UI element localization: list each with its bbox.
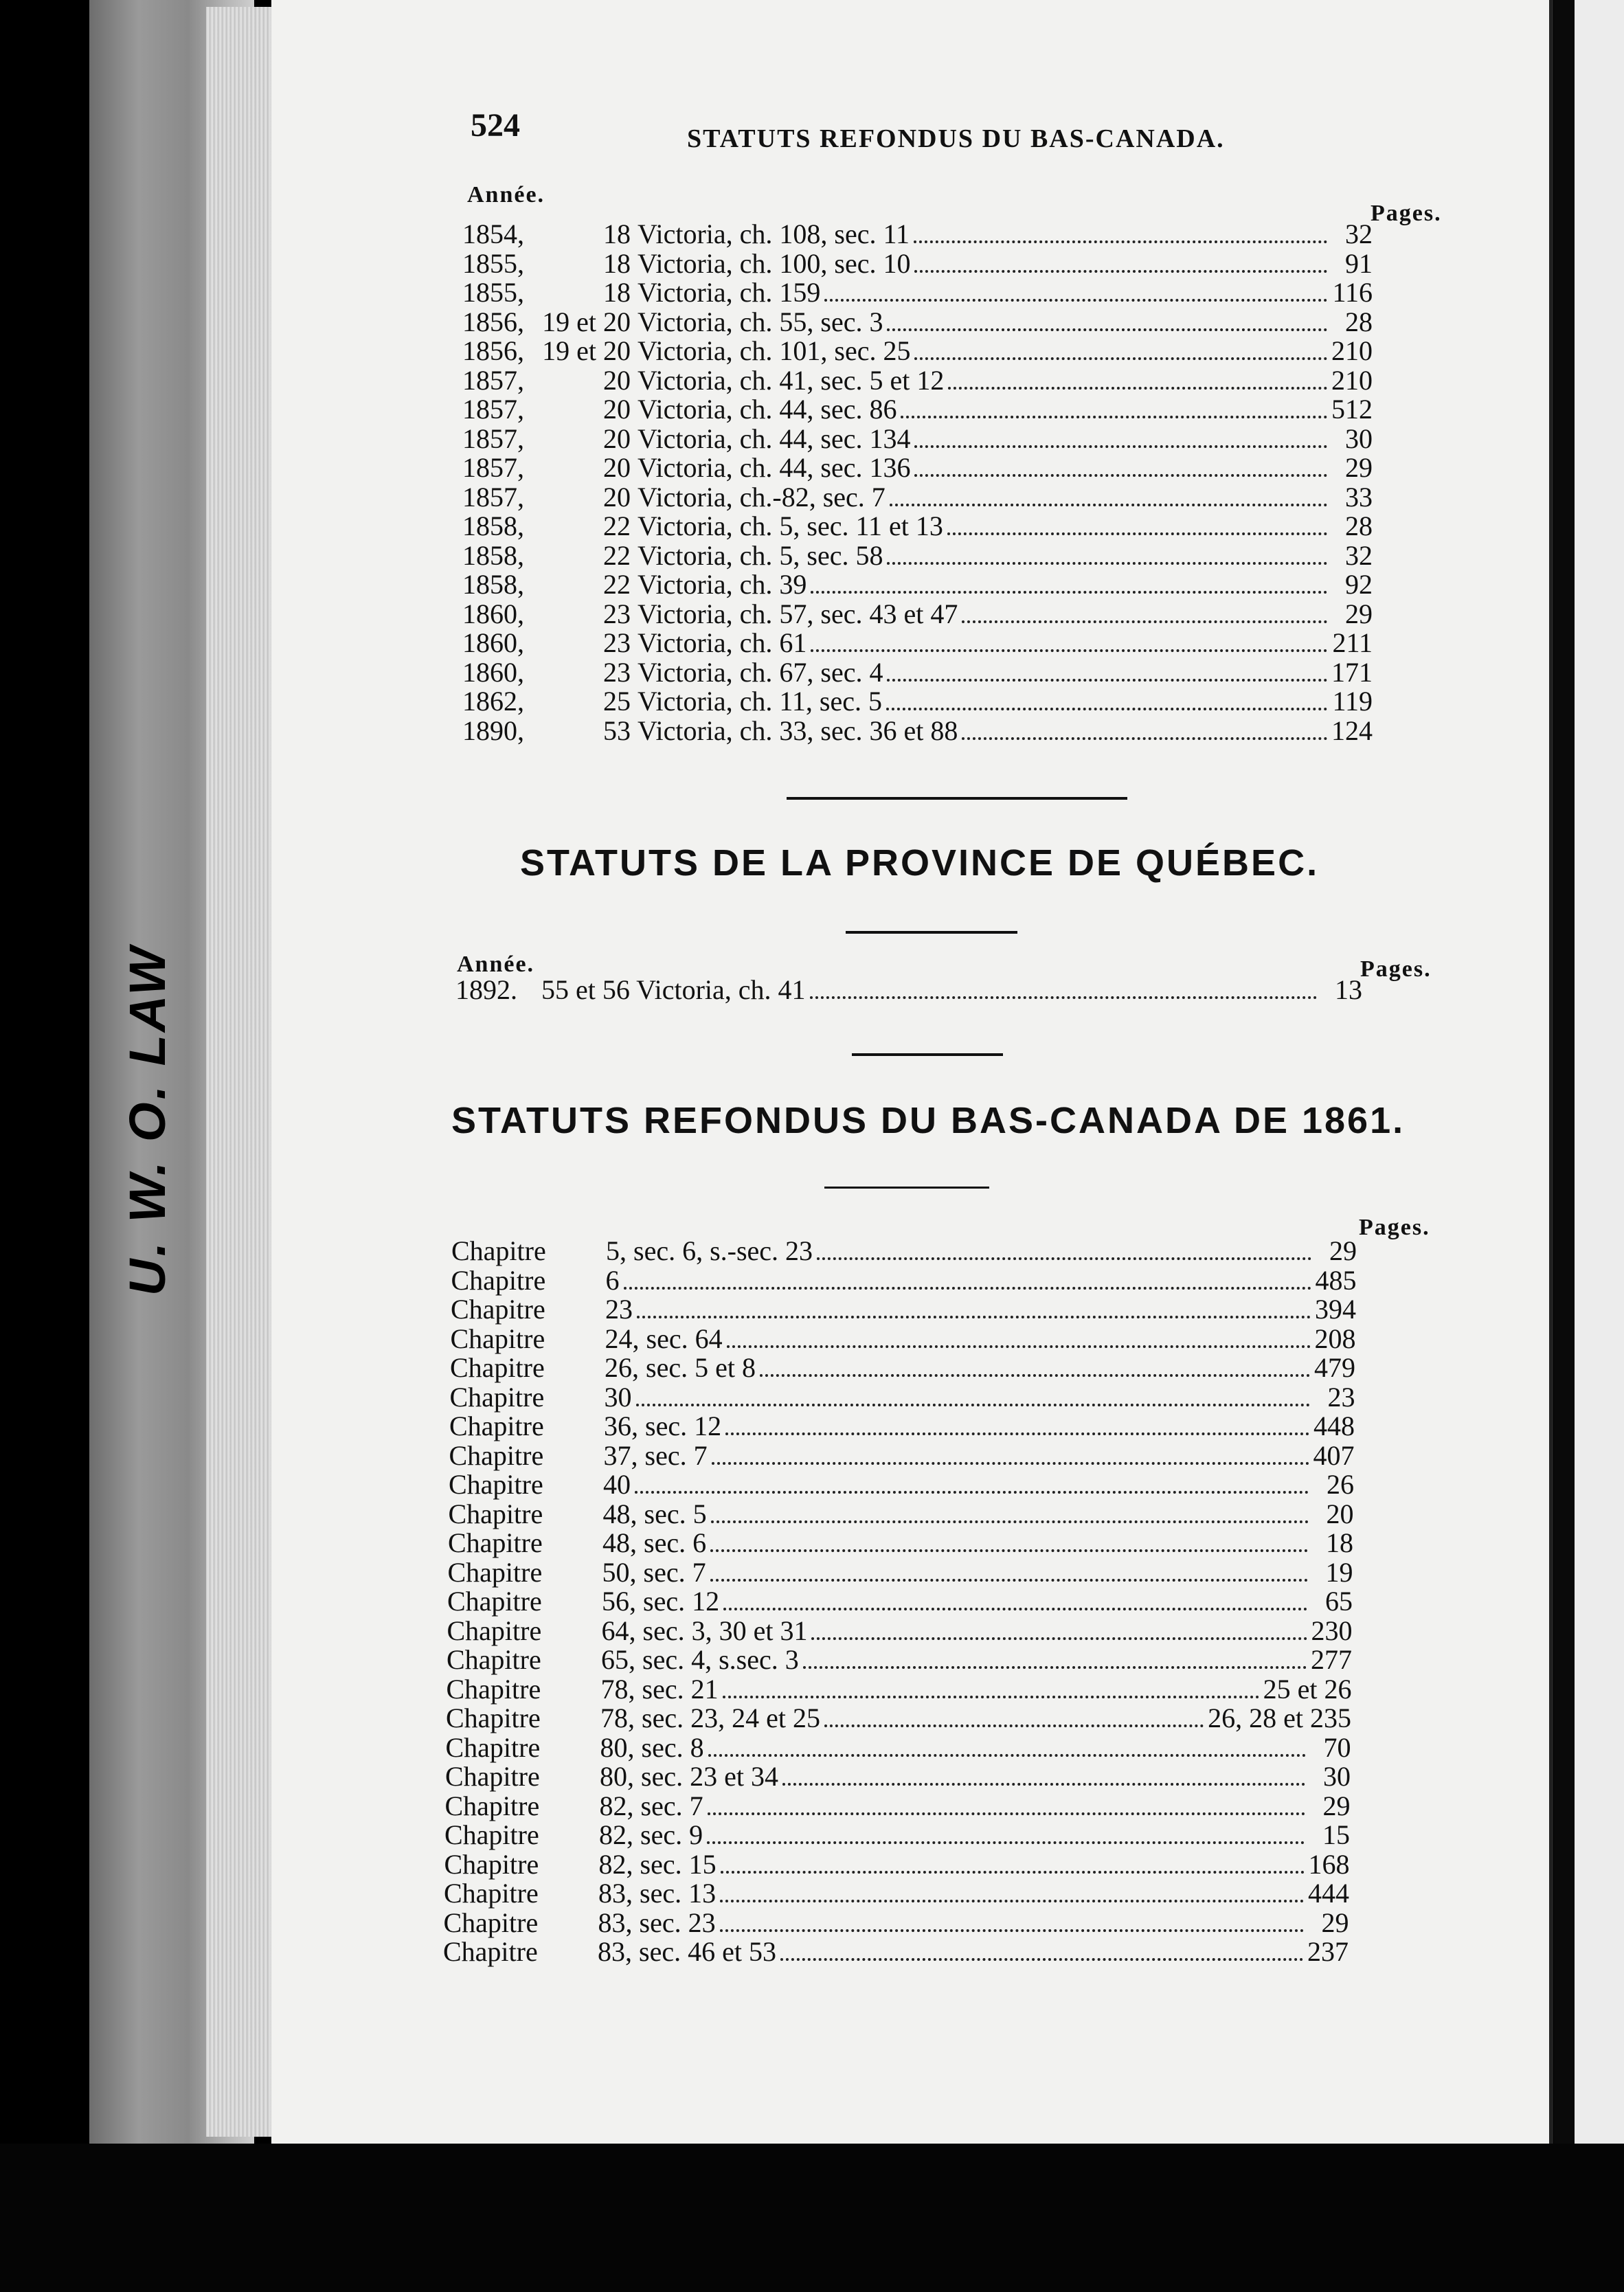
page-cell: 30 bbox=[1323, 1761, 1351, 1792]
chapitre-label: Chapitre bbox=[447, 1644, 541, 1675]
page-cell: 394 bbox=[1315, 1294, 1356, 1325]
dot-leader bbox=[890, 504, 1327, 506]
dot-leader bbox=[887, 679, 1327, 682]
regnal-year-cell: 22 bbox=[603, 539, 631, 571]
statute-reference: 64, sec. 3, 30 et 31 bbox=[601, 1615, 808, 1646]
year-cell: 1857, bbox=[462, 452, 524, 483]
table-row bbox=[448, 1529, 1353, 1558]
year-cell: 1857, bbox=[462, 481, 524, 513]
table-row bbox=[450, 1353, 1355, 1382]
regnal-year-cell: 23 bbox=[603, 598, 631, 629]
dot-leader bbox=[803, 1666, 1307, 1669]
statute-reference: 40 bbox=[603, 1469, 631, 1500]
statute-reference: 37, sec. 7 bbox=[603, 1439, 708, 1471]
chapitre-label: Chapitre bbox=[446, 1703, 541, 1733]
statute-reference: Victoria, ch. 33, sec. 36 et 88 bbox=[638, 715, 958, 746]
facing-page-edge bbox=[1575, 0, 1624, 2144]
table-row bbox=[462, 366, 1373, 395]
page-cell: 25 et 26 bbox=[1263, 1673, 1352, 1705]
dot-leader bbox=[711, 1520, 1309, 1523]
dot-leader bbox=[914, 240, 1327, 243]
page-cell: 70 bbox=[1323, 1731, 1351, 1763]
chapitre-label: Chapitre bbox=[447, 1556, 543, 1588]
regnal-year-cell: 20 bbox=[603, 394, 631, 425]
chapitre-label: Chapitre bbox=[451, 1294, 545, 1325]
regnal-year-cell: 22 bbox=[603, 569, 631, 600]
statute-reference: Victoria, ch. 67, sec. 4 bbox=[638, 656, 883, 688]
statute-reference: 82, sec. 7 bbox=[599, 1790, 703, 1821]
statute-reference: Victoria, ch. 11, sec. 5 bbox=[638, 686, 882, 717]
dot-leader bbox=[886, 708, 1327, 710]
dot-leader bbox=[962, 620, 1327, 623]
statute-reference: 55 et 56 Victoria, ch. 41 bbox=[541, 974, 806, 1005]
dot-leader bbox=[725, 1432, 1309, 1435]
table-row bbox=[449, 1470, 1354, 1499]
running-title: STATUTS REFONDUS DU BAS-CANADA. bbox=[687, 124, 1225, 153]
table-row bbox=[450, 1383, 1355, 1412]
statute-reference: 78, sec. 21 bbox=[600, 1673, 719, 1705]
dot-leader bbox=[637, 1316, 1311, 1318]
page-cell: 26 bbox=[1327, 1469, 1354, 1500]
regnal-year-cell: 19 et 20 bbox=[542, 335, 631, 366]
chapitre-label: Chapitre bbox=[443, 1907, 539, 1938]
statute-reference: 36, sec. 12 bbox=[604, 1411, 722, 1441]
table-row bbox=[462, 395, 1373, 424]
page-cell: 485 bbox=[1315, 1264, 1357, 1296]
dot-leader bbox=[780, 1958, 1303, 1961]
statute-reference: 6 bbox=[605, 1264, 620, 1296]
table-row bbox=[449, 1412, 1355, 1441]
page-cell: 29 bbox=[1321, 1907, 1349, 1938]
statute-reference: Victoria, ch. 101, sec. 25 bbox=[638, 335, 911, 366]
page-cell: 210 bbox=[1331, 335, 1373, 366]
statute-reference: Victoria, ch. 5, sec. 11 et 13 bbox=[638, 510, 943, 541]
chapitre-label: Chapitre bbox=[443, 1936, 538, 1967]
statute-reference: 80, sec. 23 et 34 bbox=[600, 1761, 778, 1792]
table-row bbox=[462, 483, 1373, 512]
statute-reference: 83, sec. 46 et 53 bbox=[598, 1936, 776, 1967]
page-cell: 33 bbox=[1345, 481, 1373, 513]
dot-leader bbox=[720, 1900, 1304, 1902]
page-cell: 65 bbox=[1325, 1586, 1353, 1617]
page-cell: 92 bbox=[1345, 569, 1373, 600]
year-cell: 1890, bbox=[462, 715, 524, 746]
page-cell: 91 bbox=[1345, 247, 1373, 279]
chapitre-label: Chapitre bbox=[444, 1819, 539, 1850]
regnal-year-cell: 20 bbox=[603, 481, 631, 513]
table-row bbox=[462, 541, 1373, 570]
regnal-year-cell: 18 bbox=[603, 277, 631, 308]
year-cell: 1856, bbox=[462, 335, 524, 366]
statute-reference: Victoria, ch. 5, sec. 58 bbox=[638, 539, 883, 571]
table-row bbox=[462, 629, 1373, 658]
table-row bbox=[462, 570, 1373, 599]
regnal-year-cell: 18 bbox=[603, 247, 631, 279]
year-cell: 1857, bbox=[462, 364, 524, 396]
dot-leader bbox=[811, 591, 1327, 594]
regnal-year-cell: 20 bbox=[603, 452, 631, 483]
page-cell: 29 bbox=[1322, 1790, 1351, 1821]
chapitre-label: Chapitre bbox=[445, 1731, 541, 1763]
dot-leader bbox=[723, 1696, 1259, 1698]
dot-leader bbox=[712, 1462, 1309, 1465]
chapitre-label: Chapitre bbox=[449, 1381, 545, 1413]
page-cell: 29 bbox=[1345, 452, 1373, 483]
page-number: 524 bbox=[471, 107, 520, 144]
regnal-year-cell: 53 bbox=[603, 715, 631, 746]
year-cell: 1858, bbox=[462, 510, 524, 541]
regnal-year-cell: 23 bbox=[603, 627, 631, 658]
section2-year-header: Année. bbox=[457, 952, 535, 977]
table-row bbox=[444, 1909, 1349, 1937]
table-row bbox=[462, 658, 1373, 687]
table-row bbox=[451, 1266, 1357, 1295]
page-cell: 15 bbox=[1322, 1819, 1350, 1850]
statute-reference: Victoria, ch. 57, sec. 43 et 47 bbox=[638, 598, 958, 629]
page-cell: 512 bbox=[1331, 394, 1373, 425]
chapitre-label: Chapitre bbox=[450, 1323, 545, 1354]
statute-reference: 83, sec. 23 bbox=[598, 1907, 716, 1938]
dot-leader bbox=[962, 737, 1327, 740]
page-cell: 230 bbox=[1311, 1615, 1353, 1646]
dot-leader bbox=[914, 270, 1327, 273]
statute-reference: Victoria, ch. 41, sec. 5 et 12 bbox=[638, 364, 945, 396]
statute-reference: 48, sec. 6 bbox=[602, 1527, 707, 1558]
year-cell: 1860, bbox=[462, 627, 524, 658]
table-row bbox=[462, 278, 1373, 307]
statute-reference: 78, sec. 23, 24 et 25 bbox=[600, 1703, 820, 1733]
section1-year-header: Année. bbox=[467, 182, 545, 207]
page-cell: 29 bbox=[1345, 598, 1373, 629]
dot-leader bbox=[811, 1637, 1307, 1640]
statute-reference: 5, sec. 6, s.-sec. 23 bbox=[606, 1235, 813, 1266]
chapitre-label: Chapitre bbox=[449, 1469, 543, 1500]
dot-leader bbox=[708, 1754, 1306, 1757]
page-cell: 124 bbox=[1331, 715, 1373, 746]
statute-reference: 48, sec. 5 bbox=[602, 1498, 707, 1529]
dot-leader bbox=[948, 387, 1327, 390]
dot-leader bbox=[824, 1724, 1204, 1727]
chapitre-label: Chapitre bbox=[448, 1527, 543, 1558]
page-cell: 277 bbox=[1311, 1644, 1352, 1675]
section2-pages-header: Pages. bbox=[1360, 956, 1432, 982]
chapitre-label: Chapitre bbox=[447, 1586, 542, 1617]
table-row bbox=[445, 1762, 1351, 1791]
regnal-year-cell: 18 bbox=[603, 218, 631, 249]
scan-background bbox=[0, 2144, 1624, 2292]
chapitre-label: Chapitre bbox=[446, 1673, 541, 1705]
table-row bbox=[455, 976, 1362, 1004]
statute-reference: Victoria, ch. 55, sec. 3 bbox=[638, 306, 883, 337]
section-divider bbox=[787, 797, 1127, 800]
statute-reference: 26, sec. 5 et 8 bbox=[605, 1352, 756, 1383]
statute-reference: 50, sec. 7 bbox=[602, 1556, 706, 1588]
dot-leader bbox=[708, 1812, 1305, 1815]
dot-leader bbox=[887, 328, 1327, 331]
dot-leader bbox=[914, 445, 1327, 448]
page-cell: 444 bbox=[1308, 1878, 1349, 1909]
dot-leader bbox=[624, 1287, 1311, 1290]
statute-reference: 82, sec. 9 bbox=[599, 1819, 703, 1850]
table-row bbox=[445, 1792, 1351, 1821]
year-cell: 1856, bbox=[462, 306, 524, 337]
page-cell: 32 bbox=[1345, 218, 1373, 249]
section3-pages-header: Pages. bbox=[1359, 1215, 1430, 1240]
dot-leader bbox=[817, 1257, 1311, 1260]
page-cell: 30 bbox=[1345, 423, 1373, 454]
table-row bbox=[443, 1937, 1349, 1966]
statute-reference: 56, sec. 12 bbox=[602, 1586, 720, 1617]
chapitre-label: Chapitre bbox=[450, 1352, 545, 1383]
table-row bbox=[449, 1441, 1355, 1470]
table-row bbox=[444, 1879, 1349, 1908]
table-row bbox=[451, 1237, 1357, 1266]
page-cell: 13 bbox=[1335, 974, 1362, 1005]
page-cell: 116 bbox=[1332, 277, 1373, 308]
statute-reference: Victoria, ch. 39 bbox=[638, 569, 807, 600]
table-row bbox=[462, 512, 1373, 541]
year-cell: 1855, bbox=[462, 247, 524, 279]
dot-leader bbox=[824, 299, 1327, 302]
statute-reference: Victoria, ch. 44, sec. 86 bbox=[638, 394, 897, 425]
statute-reference: Victoria, ch. 159 bbox=[638, 277, 821, 308]
table-row bbox=[446, 1733, 1351, 1762]
page-cell: 23 bbox=[1327, 1381, 1355, 1413]
table-row bbox=[449, 1500, 1354, 1529]
section3-title: STATUTS REFONDUS DU BAS-CANADA DE 1861. bbox=[451, 1100, 1406, 1141]
page-cell: 29 bbox=[1329, 1235, 1357, 1266]
year-cell: 1855, bbox=[462, 277, 524, 308]
statute-reference: Victoria, ch. 44, sec. 136 bbox=[638, 452, 911, 483]
dot-leader bbox=[710, 1549, 1308, 1552]
year-cell: 1860, bbox=[462, 656, 524, 688]
regnal-year-cell: 20 bbox=[603, 423, 631, 454]
regnal-year-cell: 22 bbox=[603, 510, 631, 541]
page-cell: 168 bbox=[1308, 1848, 1350, 1880]
year-cell: 1858, bbox=[462, 539, 524, 571]
dot-leader bbox=[707, 1841, 1305, 1844]
page-cell: 28 bbox=[1345, 510, 1373, 541]
regnal-year-cell: 23 bbox=[603, 656, 631, 688]
chapitre-label: Chapitre bbox=[444, 1790, 540, 1821]
dot-leader bbox=[782, 1783, 1305, 1786]
section-divider bbox=[846, 931, 1017, 934]
table-row bbox=[462, 220, 1373, 249]
dot-leader bbox=[635, 1491, 1309, 1494]
page-cell: 18 bbox=[1326, 1527, 1353, 1558]
statute-reference: Victoria, ch. 61 bbox=[638, 627, 807, 658]
page-cell: 28 bbox=[1345, 306, 1373, 337]
dot-leader bbox=[810, 996, 1317, 999]
dot-leader bbox=[720, 1929, 1304, 1932]
spine-label-text: U. W. O. LAW bbox=[119, 944, 177, 1296]
table-row bbox=[451, 1295, 1356, 1324]
spine-label bbox=[117, 928, 179, 1312]
dot-leader bbox=[721, 1871, 1305, 1874]
statute-reference: 80, sec. 8 bbox=[600, 1731, 704, 1763]
page-cell: 479 bbox=[1314, 1352, 1355, 1383]
chapitre-label: Chapitre bbox=[445, 1761, 540, 1792]
dot-leader bbox=[636, 1404, 1310, 1406]
statute-reference: 30 bbox=[604, 1381, 632, 1413]
table-row bbox=[462, 600, 1373, 629]
table-row bbox=[447, 1587, 1353, 1616]
statute-reference: 23 bbox=[605, 1294, 633, 1325]
page-cell: 208 bbox=[1314, 1323, 1356, 1354]
year-cell: 1857, bbox=[462, 423, 524, 454]
book-page bbox=[271, 0, 1553, 2144]
dot-leader bbox=[811, 649, 1327, 652]
year-cell: 1857, bbox=[462, 394, 524, 425]
year-cell: 1892. bbox=[455, 974, 517, 1005]
section-divider bbox=[852, 1053, 1003, 1056]
chapitre-label: Chapitre bbox=[444, 1878, 539, 1909]
page-stack-edge bbox=[206, 7, 271, 2137]
statute-reference: 65, sec. 4, s.sec. 3 bbox=[601, 1644, 799, 1675]
section1-pages-header: Pages. bbox=[1371, 201, 1442, 226]
chapitre-label: Chapitre bbox=[448, 1498, 543, 1529]
page-edge-shadow bbox=[1554, 0, 1575, 2144]
page-cell: 211 bbox=[1332, 627, 1373, 658]
table-row bbox=[462, 425, 1373, 453]
dot-leader bbox=[914, 474, 1327, 477]
table-row bbox=[446, 1704, 1351, 1733]
table-row bbox=[462, 687, 1373, 716]
dot-leader bbox=[760, 1374, 1310, 1377]
page-cell: 171 bbox=[1331, 656, 1373, 688]
chapitre-label: Chapitre bbox=[447, 1615, 542, 1646]
page-cell: 237 bbox=[1307, 1936, 1349, 1967]
statute-reference: Victoria, ch. 44, sec. 134 bbox=[638, 423, 911, 454]
chapitre-label: Chapitre bbox=[444, 1848, 539, 1880]
regnal-year-cell: 20 bbox=[603, 364, 631, 396]
table-row bbox=[448, 1558, 1353, 1587]
section-divider bbox=[824, 1187, 989, 1189]
year-cell: 1854, bbox=[462, 218, 524, 249]
table-row bbox=[462, 249, 1373, 278]
year-cell: 1862, bbox=[462, 686, 524, 717]
regnal-year-cell: 19 et 20 bbox=[542, 306, 631, 337]
regnal-year-cell: 25 bbox=[603, 686, 631, 717]
statute-reference: Victoria, ch. 100, sec. 10 bbox=[638, 247, 911, 279]
dot-leader bbox=[723, 1608, 1307, 1610]
statute-reference: Victoria, ch. 108, sec. 11 bbox=[638, 218, 910, 249]
page-cell: 26, 28 et 235 bbox=[1208, 1703, 1351, 1733]
chapitre-label: Chapitre bbox=[451, 1264, 546, 1296]
dot-leader bbox=[887, 562, 1327, 565]
section2-title: STATUTS DE LA PROVINCE DE QUÉBEC. bbox=[520, 842, 1320, 884]
table-row bbox=[444, 1821, 1350, 1850]
page-cell: 20 bbox=[1326, 1498, 1354, 1529]
table-row bbox=[462, 337, 1373, 366]
dot-leader bbox=[914, 357, 1327, 360]
page-cell: 119 bbox=[1332, 686, 1373, 717]
page-cell: 407 bbox=[1313, 1439, 1355, 1471]
page-cell: 210 bbox=[1331, 364, 1373, 396]
page-cell: 32 bbox=[1345, 539, 1373, 571]
table-row bbox=[462, 453, 1373, 482]
dot-leader bbox=[710, 1579, 1308, 1582]
statute-reference: 82, sec. 15 bbox=[598, 1848, 717, 1880]
year-cell: 1858, bbox=[462, 569, 524, 600]
table-row bbox=[447, 1675, 1352, 1704]
page-cell: 19 bbox=[1325, 1556, 1353, 1588]
statute-reference: 24, sec. 64 bbox=[605, 1323, 723, 1354]
dot-leader bbox=[947, 532, 1327, 535]
statute-reference: Victoria, ch.-82, sec. 7 bbox=[638, 481, 886, 513]
chapitre-label: Chapitre bbox=[449, 1411, 544, 1441]
table-row bbox=[447, 1645, 1352, 1674]
table-row bbox=[444, 1850, 1350, 1879]
chapitre-label: Chapitre bbox=[451, 1235, 546, 1266]
table-row bbox=[462, 717, 1373, 745]
dot-leader bbox=[727, 1345, 1311, 1348]
chapitre-label: Chapitre bbox=[449, 1439, 544, 1471]
table-row bbox=[462, 308, 1373, 337]
statute-reference: 83, sec. 13 bbox=[598, 1878, 717, 1909]
dot-leader bbox=[901, 416, 1327, 418]
table-row bbox=[447, 1617, 1353, 1645]
page-cell: 448 bbox=[1313, 1411, 1355, 1441]
year-cell: 1860, bbox=[462, 598, 524, 629]
table-row bbox=[451, 1325, 1356, 1353]
